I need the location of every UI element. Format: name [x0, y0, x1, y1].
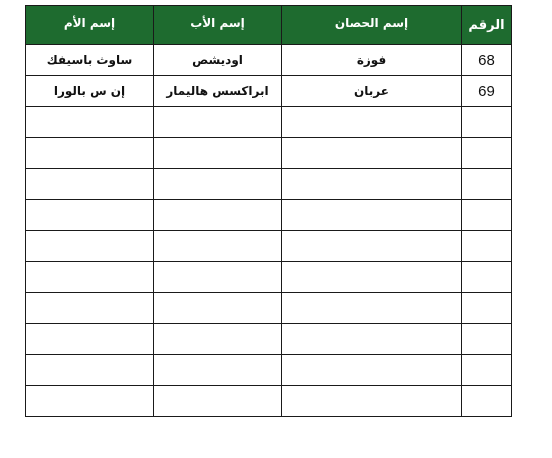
empty-row [26, 262, 512, 293]
empty-cell [282, 200, 462, 231]
empty-cell [154, 231, 282, 262]
empty-row [26, 200, 512, 231]
empty-row [26, 293, 512, 324]
header-horse-name: إسم الحصان [282, 6, 462, 45]
empty-cell [462, 169, 512, 200]
cell-father-name: اوديشص [154, 45, 282, 76]
empty-cell [154, 355, 282, 386]
empty-cell [26, 107, 154, 138]
cell-number: 69 [462, 76, 512, 107]
empty-row [26, 138, 512, 169]
empty-row [26, 355, 512, 386]
empty-cell [282, 355, 462, 386]
empty-cell [154, 386, 282, 417]
empty-cell [154, 200, 282, 231]
cell-horse-name: عربان [282, 76, 462, 107]
cell-mother-name: ساوث باسيفك [26, 45, 154, 76]
cell-father-name: ابراكسس هاليمار [154, 76, 282, 107]
empty-row [26, 324, 512, 355]
empty-cell [462, 107, 512, 138]
empty-cell [26, 138, 154, 169]
empty-cell [26, 200, 154, 231]
empty-row [26, 107, 512, 138]
empty-cell [26, 262, 154, 293]
empty-cell [462, 386, 512, 417]
empty-cell [282, 231, 462, 262]
empty-cell [462, 355, 512, 386]
empty-cell [462, 293, 512, 324]
empty-cell [26, 231, 154, 262]
table-row [26, 45, 512, 76]
empty-row [26, 169, 512, 200]
cell-horse-name: فوزة [282, 45, 462, 76]
empty-cell [154, 138, 282, 169]
header-mother-name: إسم الأم [26, 6, 154, 45]
empty-cell [26, 293, 154, 324]
empty-cell [26, 355, 154, 386]
empty-row [26, 386, 512, 417]
horse-registry-table [25, 5, 512, 417]
empty-cell [462, 324, 512, 355]
empty-cell [282, 324, 462, 355]
empty-cell [282, 262, 462, 293]
empty-cell [26, 169, 154, 200]
empty-cell [282, 386, 462, 417]
empty-cell [282, 293, 462, 324]
empty-cell [462, 262, 512, 293]
empty-cell [26, 324, 154, 355]
empty-cell [154, 107, 282, 138]
header-number: الرقم [462, 6, 512, 45]
empty-cell [462, 138, 512, 169]
empty-row [26, 231, 512, 262]
cell-number: 68 [462, 45, 512, 76]
empty-cell [154, 169, 282, 200]
empty-cell [462, 231, 512, 262]
header-father-name: إسم الأب [154, 6, 282, 45]
empty-cell [154, 293, 282, 324]
empty-cell [282, 169, 462, 200]
empty-cell [154, 324, 282, 355]
empty-cell [26, 386, 154, 417]
empty-cell [462, 200, 512, 231]
cell-mother-name: إن س بالورا [26, 76, 154, 107]
empty-cell [282, 107, 462, 138]
table-row [26, 76, 512, 107]
empty-cell [154, 262, 282, 293]
empty-cell [282, 138, 462, 169]
header-row [26, 6, 512, 45]
